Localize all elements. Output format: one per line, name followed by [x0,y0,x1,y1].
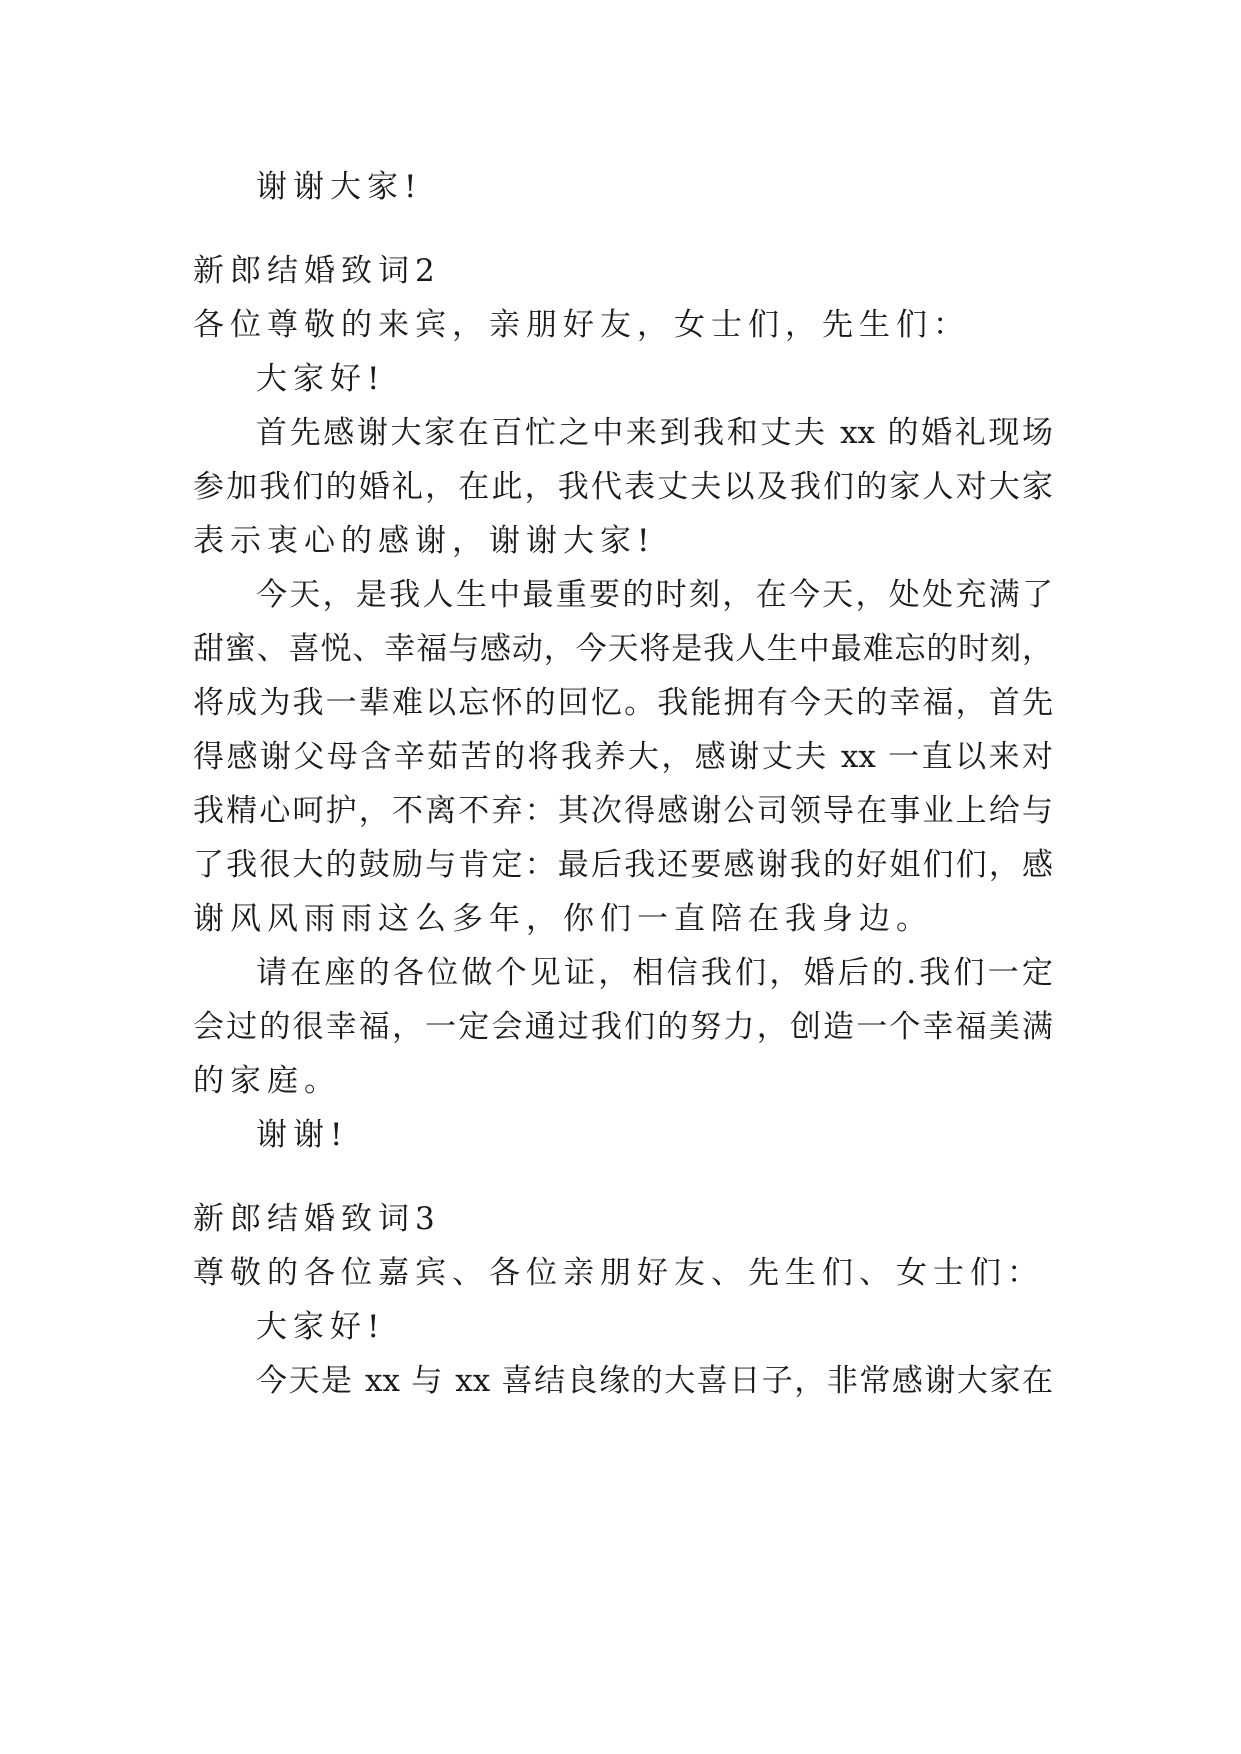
closing-line: 谢谢大家! [256,169,423,205]
paragraph-line: 谢风风雨雨这么多年，你们一直陪在我身边。 [193,901,933,937]
closing-line: 谢谢! [256,1117,349,1153]
paragraph-line: 请在座的各位做个见证，相信我们，婚后的.我们一定 [256,955,1053,991]
salutation-line: 各位尊敬的来宾，亲朋好友，女士们，先生们： [193,307,970,343]
paragraph-line: 参加我们的婚礼，在此，我代表丈夫以及我们的家人对大家 [193,469,1053,505]
paragraph-line: 得感谢父母含辛茹苦的将我养大，感谢丈夫 xx 一直以来对 [193,739,1053,775]
paragraph-line: 表示衷心的感谢，谢谢大家! [193,523,656,559]
paragraph-line: 的家庭。 [193,1063,341,1099]
paragraph-line: 首先感谢大家在百忙之中来到我和丈夫 xx 的婚礼现场 [256,415,1053,451]
paragraph-line: 今天是 xx 与 xx 喜结良缘的大喜日子，非常感谢大家在 [256,1363,1053,1399]
section-heading-3: 新郎结婚致词3 [193,1201,441,1237]
paragraph-line: 会过的很幸福，一定会通过我们的努力，创造一个幸福美满 [193,1009,1053,1045]
paragraph-line: 了我很大的鼓励与肯定：最后我还要感谢我的好姐们们，感 [193,847,1053,883]
section-heading-2: 新郎结婚致词2 [193,253,441,289]
salutation-line: 尊敬的各位嘉宾、各位亲朋好友、先生们、女士们： [193,1255,1044,1291]
greeting-line: 大家好! [256,1309,386,1345]
greeting-line: 大家好! [256,361,386,397]
paragraph-line: 我精心呵护，不离不弃：其次得感谢公司领导在事业上给与 [193,793,1053,829]
paragraph-line: 今天，是我人生中最重要的时刻，在今天，处处充满了 [256,577,1053,613]
paragraph-line: 将成为我一辈难以忘怀的回忆。我能拥有今天的幸福，首先 [193,685,1053,721]
paragraph-line: 甜蜜、喜悦、幸福与感动，今天将是我人生中最难忘的时刻， [193,631,1053,667]
